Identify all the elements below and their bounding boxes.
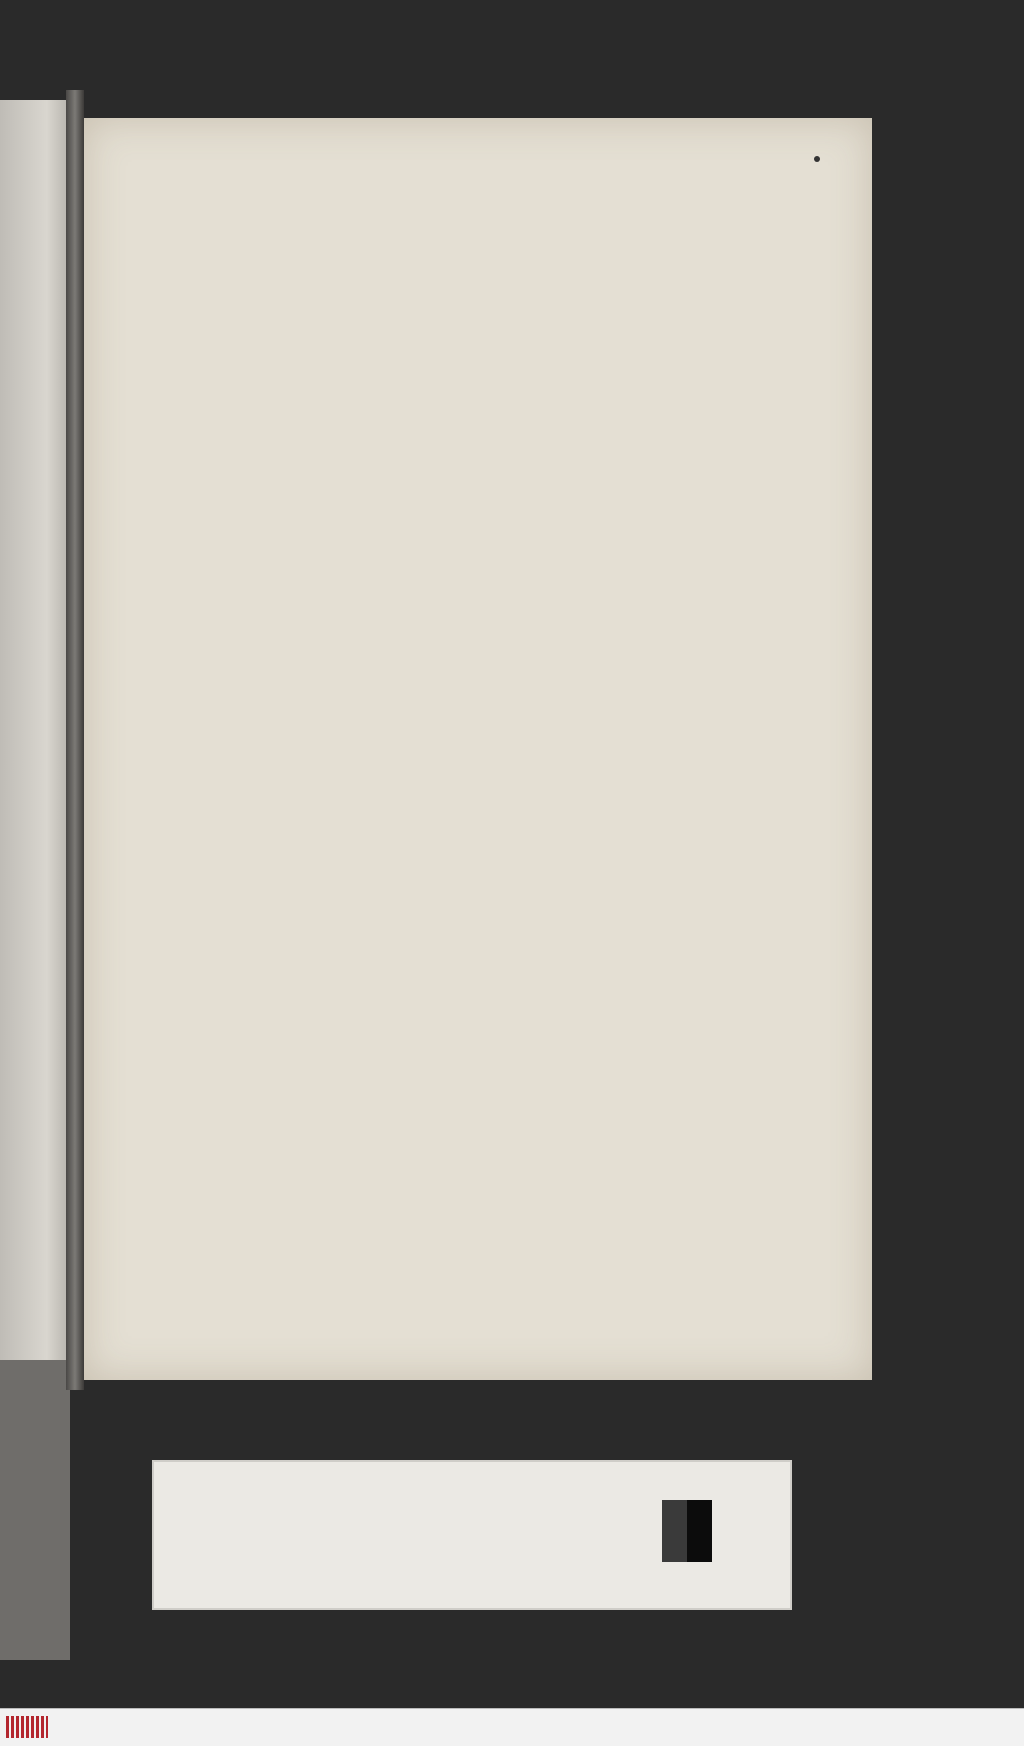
book-page — [84, 118, 872, 1380]
left-page-shadow — [0, 1360, 70, 1660]
hab-logo-icon — [6, 1716, 48, 1738]
color-calibration-card — [154, 1462, 790, 1608]
ink-dot — [814, 156, 820, 162]
gray-patch — [662, 1500, 712, 1562]
book-spine — [66, 90, 84, 1390]
footer-bar — [0, 1708, 1024, 1746]
ruler — [184, 1522, 654, 1562]
